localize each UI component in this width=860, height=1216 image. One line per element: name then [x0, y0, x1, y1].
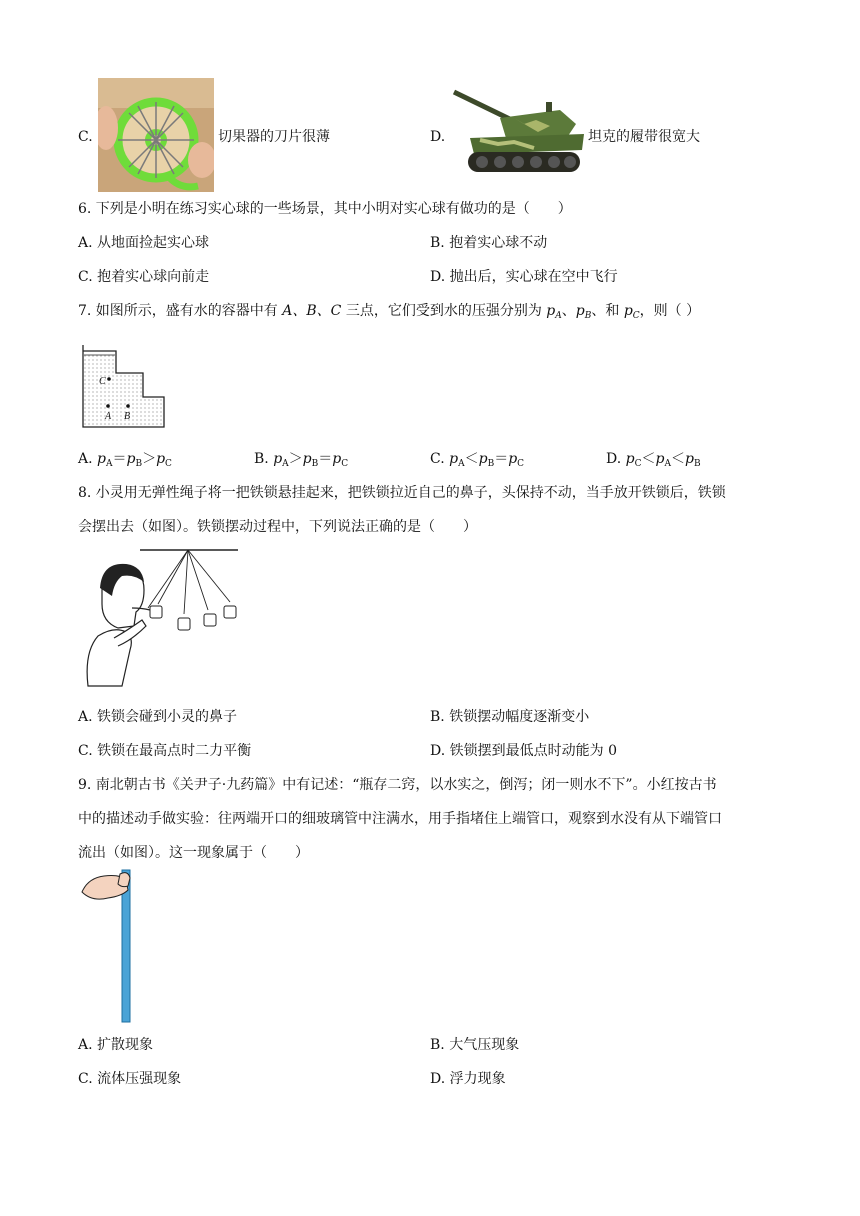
q7-pa: $p_A$: [546, 303, 562, 321]
q9-option-b: B. 大气压现象: [430, 1037, 520, 1053]
pendulum-lock-diagram: [80, 546, 240, 690]
q6-option-a: A. 从地面捡起实心球: [78, 235, 210, 251]
q7-label-c: C: [99, 376, 106, 387]
q7-option-b: B. $p_A>p_B=p_C$: [254, 451, 349, 469]
q7-pb: $p_B$: [575, 303, 592, 321]
q7-stem-middle: 三点，它们受到水的压强分别为: [341, 303, 547, 319]
q7-option-d: D. $p_C<p_A<p_B$: [606, 451, 701, 469]
q6-stem: 6. 下列是小明在练习实心球的一些场景，其中小明对实心球有做功的是（ ）: [78, 201, 572, 217]
q5-option-c-text: 切果器的刀片很薄: [218, 129, 330, 145]
q8-option-b: B. 铁锁摆动幅度逐渐变小: [430, 709, 590, 725]
q7-stem-suffix: ，则（ ）: [639, 303, 701, 319]
q7-stem: 7. 如图所示，盛有水的容器中有 A、B、C 三点，它们受到水的压强分别为 $p_A$、$p_B$、和 $p_C$，则（ ）: [78, 303, 701, 321]
q7-option-a: A. $p_A=p_B>p_C$: [78, 451, 172, 469]
fruit-cutter-image: [98, 78, 214, 192]
q7-option-c: C. $p_A<p_B=p_C$: [430, 451, 525, 469]
glass-tube-diagram: [80, 868, 140, 1024]
q9-stem-line3: 流出（如图）。这一现象属于（ ）: [78, 845, 309, 861]
q9-option-a: A. 扩散现象: [78, 1037, 154, 1053]
q8-stem-line2: 会摆出去（如图）。铁锁摆动过程中，下列说法正确的是（ ）: [78, 519, 477, 535]
q7-label-a: A: [105, 411, 112, 422]
q9-option-d: D. 浮力现象: [430, 1071, 506, 1087]
q7-stem-prefix: 7. 如图所示，盛有水的容器中有: [78, 303, 283, 319]
q6-option-c: C. 抱着实心球向前走: [78, 269, 210, 285]
q9-option-c: C. 流体压强现象: [78, 1071, 182, 1087]
q5-option-c-letter: C.: [78, 129, 93, 145]
q7-stem-points: A、B、C: [282, 303, 342, 319]
q5-option-d-letter: D.: [430, 129, 446, 145]
q7-pc: $p_C$: [623, 303, 640, 321]
q9-stem-line1: 9. 南北朝古书《关尹子·九药篇》中有记述：“瓶存二窍，以水实之，倒泻；闭一则水不下”。小红按古书: [78, 777, 717, 793]
q8-option-c: C. 铁锁在最高点时二力平衡: [78, 743, 252, 759]
water-container-diagram: [80, 343, 170, 431]
tank-image: [450, 88, 588, 180]
q9-stem-line2: 中的描述动手做实验：往两端开口的细玻璃管中注满水，用手指堵住上端管口，观察到水没有从下端管口: [78, 811, 722, 827]
q7-label-b: B: [124, 411, 131, 422]
q5-option-d-text: 坦克的履带很宽大: [588, 129, 700, 145]
q8-option-a: A. 铁锁会碰到小灵的鼻子: [78, 709, 238, 725]
q6-option-b: B. 抱着实心球不动: [430, 235, 548, 251]
q8-option-d: D. 铁锁摆到最低点时动能为 0: [430, 743, 617, 759]
q6-option-d: D. 抛出后，实心球在空中飞行: [430, 269, 618, 285]
q8-stem-line1: 8. 小灵用无弹性绳子将一把铁锁悬挂起来，把铁锁拉近自己的鼻子，头保持不动，当手放开铁锁后，铁锁: [78, 485, 726, 501]
